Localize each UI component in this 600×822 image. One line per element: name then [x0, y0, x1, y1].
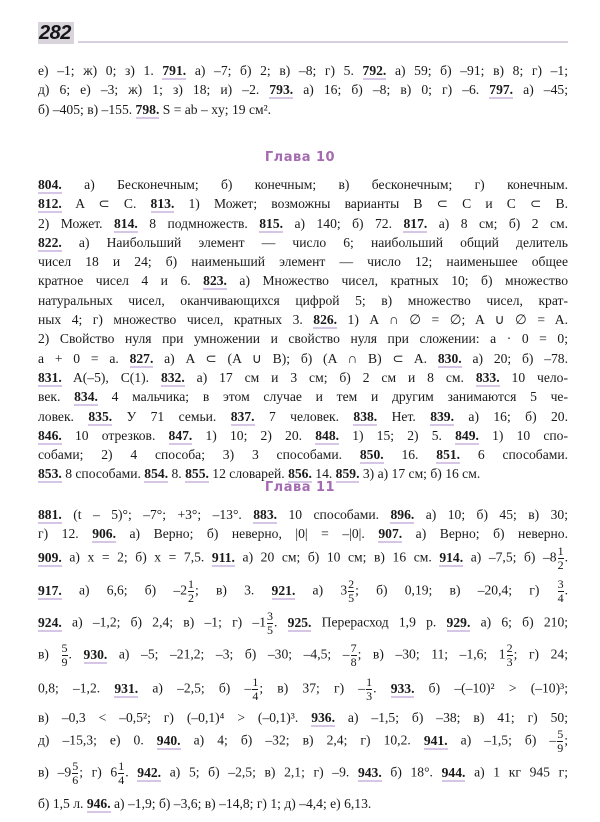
problem-number: 849.	[455, 427, 479, 443]
problem-number: 851.	[436, 447, 461, 463]
problem-number: 854.	[144, 466, 169, 482]
problem-number: 906.	[92, 526, 116, 541]
problem-number: 793.	[269, 82, 294, 98]
problem-number: 914.	[439, 549, 464, 565]
answer-line: век. 834. 4 мальчика; в этом случае и тем и другим занимаются 5 че-	[38, 389, 568, 405]
problem-number: 813.	[150, 196, 175, 212]
problem-number: 856.	[288, 466, 312, 482]
chapter-11-title: Глава 11	[264, 480, 336, 495]
fraction: $\frac{1}{2}$	[557, 544, 564, 572]
answer-line: кратное чисел 4 и 6. 823. а) Множество чисел, кратных 10; б) множество	[38, 273, 569, 289]
answer-line: 917. а) 6,6; б) –2 $\frac{1}{2}$ ; в) 3. 921. а) 3 $\frac{2}{5}$ ; б) 0,19; в) –20,4; г) $\frac{3}{4}$ .	[38, 577, 568, 605]
answer-line: г) 12. 906. а) Верно; б) неверно, |0| = –|0|. 907. а) Верно; б) неверно.	[38, 526, 568, 541]
fraction: $\frac{3}{4}$	[557, 577, 564, 605]
problem-number: 830.	[437, 350, 462, 366]
chapter-10-answers	[38, 175, 568, 484]
answer-line: 831. A(–5), C(1). 832. а) 17 см и 3 см; б) 2 см и 8 см. 833. 10 чело-	[38, 369, 568, 385]
fraction: $\frac{2}{3}$	[506, 641, 513, 669]
answer-line: 909. а) x = 2; б) x = 7,5. 911. а) 20 см; б) 10 см; в) 16 см. 914. а) –7,5; б) –8 $\frac{1}{2}$ .	[38, 544, 569, 572]
problem-number: 797.	[489, 82, 514, 98]
answer-line: a + 0 = a. 827. а) A ⊂ (A ∪ B); б) (A ∩ B) ⊂ A. 830. а) 20; б) –78.	[38, 350, 568, 366]
answer-line: натуральных чисел, оканчивающихся цифрой 5; в) множество чисел, крат-	[38, 292, 568, 308]
problem-number: 933.	[390, 680, 415, 696]
answer-line: 2) Свойство нуля при умножении и свойство нуля при сложении: a · 0 = 0;	[38, 331, 568, 347]
problem-number: 911.	[211, 549, 235, 565]
problem-number: 944.	[441, 764, 466, 780]
fraction: $\frac{1}{2}$	[188, 577, 194, 605]
answer-line: 812. A ⊂ C. 813. 1) Может; возможны варианты B ⊂ C и C ⊂ B.	[38, 196, 568, 212]
problem-number: 831.	[38, 369, 62, 385]
problem-number: 815.	[259, 215, 284, 231]
problem-number: 940.	[156, 732, 181, 748]
intro-answers	[38, 61, 568, 119]
fraction: $\frac{5}{9}$	[61, 641, 68, 669]
problem-number: 834.	[74, 389, 98, 405]
problem-number: 855.	[185, 466, 209, 482]
problem-number: 833.	[475, 369, 500, 385]
problem-number: 792.	[362, 63, 387, 78]
answer-line: ловек. 835. У 71 семьи. 837. 7 человек. 838. Нет. 839. а) 16; б) 20.	[38, 408, 569, 424]
answer-line: в) –9 $\frac{5}{6}$ ; г) 6 $\frac{1}{4}$ . 942. а) 5; б) –2,5; в) 2,1; г) –9. 943. б) 18°. 944. а) 1 кг 945 г;	[38, 759, 568, 787]
problem-number: 929.	[446, 614, 471, 630]
problem-number: 832.	[160, 369, 185, 385]
page-header	[38, 22, 568, 44]
page-number: 282	[38, 22, 74, 44]
problem-number: 917.	[38, 582, 62, 598]
problem-number: 931.	[114, 680, 139, 696]
chapter-10-title: Глава 10	[264, 150, 336, 165]
fraction: $\frac{2}{5}$	[348, 577, 355, 605]
answer-line: 853. 8 способами. 854. 8. 855. 12 словарей. 856. 14. 859. 3) а) 17 см; б) 16 см.	[38, 466, 481, 482]
answer-line: е) –1; ж) 0; з) 1. 791. а) –7; б) 2; в) –8; г) 5. 792. а) 59; б) –91; в) 8; г) –1;	[38, 63, 568, 78]
answer-line: ных 4; г) множество чисел, кратных 3. 826. 1) A ∩ ∅ = ∅; A ∪ ∅ = A.	[38, 312, 568, 328]
problem-number: 924.	[38, 614, 62, 630]
problem-number: 804.	[38, 177, 62, 192]
problem-number: 943.	[357, 764, 382, 780]
answer-line: собами; 2) 4 способа; 3) 3 способами. 850. 16. 851. 6 способами.	[38, 447, 568, 463]
answer-line: 804. а) Бесконечным; б) конечным; в) бесконечным; г) конечным.	[38, 177, 568, 192]
problem-number: 883.	[253, 507, 278, 522]
fraction: $\frac{1}{4}$	[118, 759, 125, 787]
answer-line: 2) Может. 814. 8 подмножеств. 815. а) 140; б) 72. 817. а) 8 см; б) 2 см.	[38, 215, 569, 231]
problem-number: 848.	[315, 427, 340, 443]
problem-number: 822.	[38, 234, 62, 250]
fraction: $\frac{5}{6}$	[72, 759, 79, 787]
problem-number: 847.	[168, 427, 193, 443]
problem-number: 827.	[129, 350, 154, 366]
problem-number: 930.	[83, 646, 108, 662]
answer-line: в) –0,3 < –0,5²; г) (–0,1)⁴ > (–0,1)³. 936. а) –1,5; б) –38; в) 41; г) 50;	[38, 710, 568, 725]
problem-number: 925.	[287, 614, 312, 630]
problem-number: 881.	[38, 507, 62, 522]
problem-number: 896.	[390, 507, 415, 522]
header-rule	[78, 41, 568, 43]
problem-number: 798.	[135, 101, 160, 117]
problem-number: 791.	[162, 63, 187, 78]
problem-number: 838.	[353, 408, 378, 424]
fraction: $\frac{1}{3}$	[366, 675, 373, 703]
problem-number: 814.	[114, 215, 138, 231]
problem-number: 921.	[271, 582, 296, 598]
problem-number: 817.	[403, 215, 428, 231]
problem-number: 859.	[335, 466, 360, 482]
problem-number: 907.	[378, 526, 403, 541]
problem-number: 823.	[203, 273, 227, 289]
fraction: $\frac{7}{8}$	[350, 641, 357, 669]
problem-number: 850.	[359, 447, 384, 463]
problem-number: 941.	[423, 732, 448, 748]
problem-number: 936.	[311, 710, 335, 725]
answer-line: чисел 18 и 24; б) наименьший элемент — число 12; наименьшее общее	[38, 254, 568, 270]
answer-line: в) $\frac{5}{9}$ . 930. а) –5; –21,2; –3; б) –30; –4,5; – $\frac{7}{8}$ ; в) –30; 11; –1,6; 1 $\frac{2}{3}$ ; г) 24;	[38, 641, 568, 669]
fraction: $\frac{5}{9}$	[557, 727, 564, 755]
problem-number: 909.	[38, 549, 62, 565]
answer-line: д) –15,3; е) 0. 940. а) 4; б) –32; в) 2,4; г) 10,2. 941. а) –1,5; б) – $\frac{5}{9}$ ;	[38, 727, 568, 755]
problem-number: 946.	[86, 796, 111, 811]
answer-line: 822. а) Наибольший элемент — число 6; наибольший общий делитель	[38, 234, 568, 250]
answer-line: б) 1,5 л. 946. а) –1,9; б) –3,6; в) –14,8; г) 1; д) –4,4; е) 6,13.	[38, 796, 372, 811]
problem-number: 835.	[88, 408, 113, 424]
answer-line: д) 6; е) –3; ж) 1; з) 18; и) –2. 793. а) 16; б) –8; в) 0; г) –6. 797. а) –45;	[38, 82, 568, 98]
answer-line: 881. (t – 5)°; –7°; +3°; –13°. 883. 10 способами. 896. а) 10; б) 45; в) 30;	[38, 507, 569, 522]
answer-line: 924. а) –1,2; б) 2,4; в) –1; г) –1 $\frac{3}{5}$ . 925. Перерасход 1,9 р. 929. а) 6; б) 210;	[38, 609, 569, 637]
answer-line: б) –405; в) –155. 798. S = ab – xy; 19 см².	[38, 101, 272, 117]
answer-line: 846. 10 отрезков. 847. 1) 10; 2) 20. 848. 1) 15; 2) 5. 849. 1) 10 спо-	[38, 427, 568, 443]
problem-number: 826.	[313, 312, 338, 328]
problem-number: 837.	[230, 408, 255, 424]
problem-number: 812.	[38, 196, 62, 212]
problem-number: 839.	[430, 408, 454, 424]
fraction: $\frac{1}{4}$	[252, 675, 259, 703]
fraction: $\frac{3}{5}$	[267, 609, 274, 637]
problem-number: 942.	[137, 764, 162, 780]
problem-number: 853.	[38, 466, 62, 482]
answer-line: 0,8; –1,2. 931. а) –2,5; б) – $\frac{1}{4}$ ; в) 37; г) – $\frac{1}{3}$ . 933. б) –(–10)² > (–10)³;	[38, 675, 568, 703]
problem-number: 846.	[38, 427, 62, 443]
